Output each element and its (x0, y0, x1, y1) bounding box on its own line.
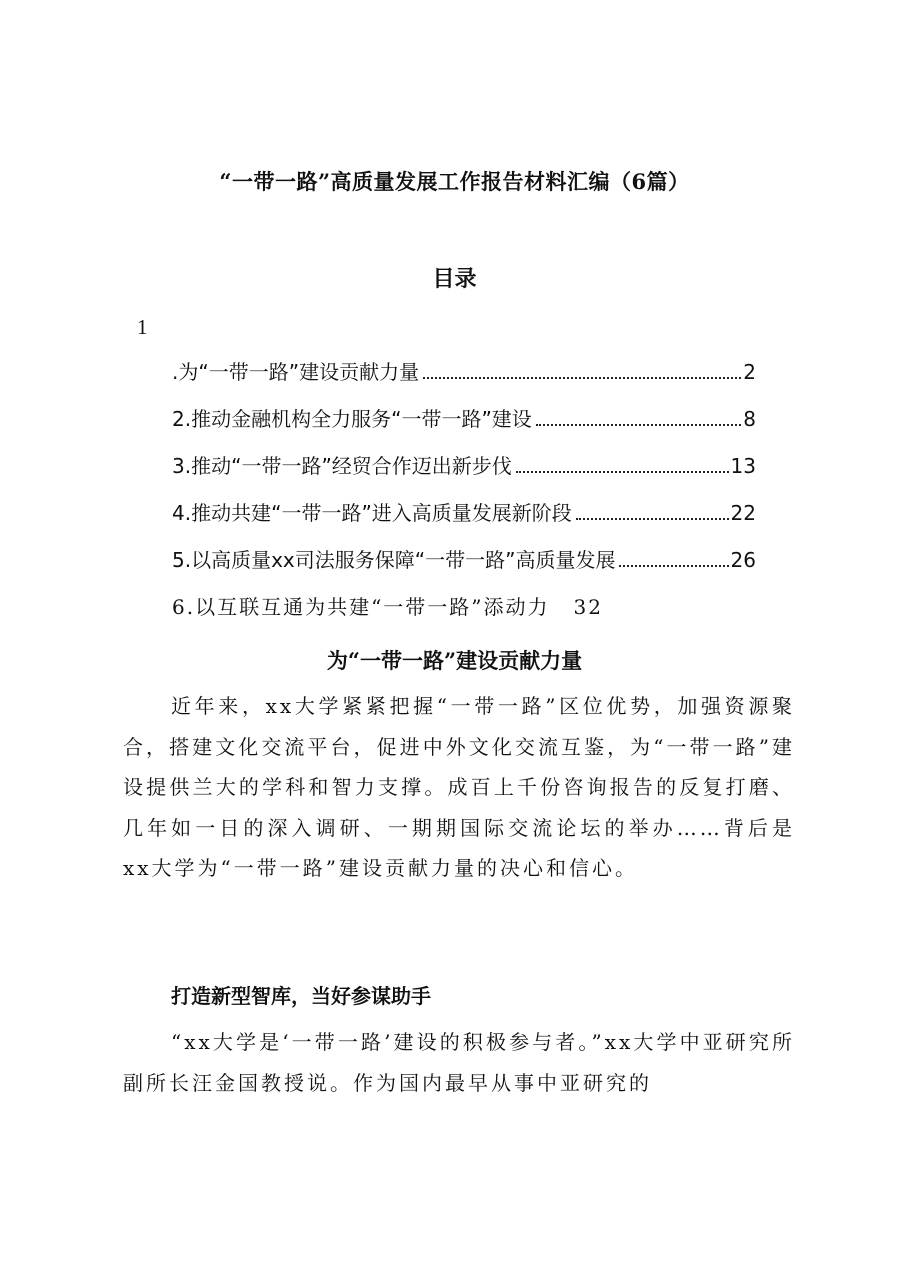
toc-leading-number: 1 (137, 315, 148, 339)
toc-entry-text: 3.推动“一带一路”经贸合作迈出新步伐 (172, 454, 512, 478)
toc-entry-text: 4.推动共建“一带一路”进入高质量发展新阶段 (172, 501, 572, 525)
paragraph: “xx大学是‘一带一路’建设的积极参与者。”xx大学中亚研究所副所长汪金国教授说。作为国内最早从事中亚研究的 (123, 1030, 795, 1095)
toc-entry-page: 32 (573, 595, 603, 619)
toc-leader-dots (516, 471, 729, 473)
toc-leader-dots (619, 565, 728, 567)
toc-heading: 目录 (432, 266, 477, 292)
toc-leader-dots (536, 424, 741, 426)
toc-leader-dots (423, 377, 741, 379)
toc-entry-1[interactable] (172, 356, 756, 403)
article-body-continued (123, 1022, 795, 1103)
toc-entry-page: 8 (743, 407, 756, 431)
toc-entry-text: 6.以互联互通为共建“一带一路”添动力 (172, 595, 550, 619)
toc-entry-page: 22 (730, 501, 756, 525)
paragraph: 近年来，xx大学紧紧把握“一带一路”区位优势，加强资源聚合，搭建文化交流平台，促进中外文化交流互鉴，为“一带一路”建设提供兰大的学科和智力支撑。成百上千份咨询报告的反复打磨、几年如一日的深入调研、一期期国际交流论坛的举办……背后是xx大学为“一带一路”建设贡献力量的决心和信心。 (123, 694, 795, 880)
toc-entry-page: 13 (730, 454, 756, 478)
toc-leader-dots (576, 518, 729, 520)
toc-entry-3[interactable] (172, 450, 756, 497)
article-title: 为“一带一路”建设贡献力量 (326, 648, 583, 673)
section-subheading: 打造新型智库，当好参谋助手 (171, 984, 431, 1008)
toc-entry-5[interactable] (172, 544, 756, 591)
toc-entry-text: .为“一带一路”建设贡献力量 (172, 360, 420, 384)
toc-entry-6[interactable] (172, 591, 756, 638)
toc-entry-4[interactable] (172, 497, 756, 544)
toc-entry-text: 5.以高质量xx司法服务保障“一带一路”高质量发展 (172, 548, 616, 572)
toc-entry-text: 2.推动金融机构全力服务“一带一路”建设 (172, 407, 532, 431)
toc-entry-2[interactable] (172, 403, 756, 450)
article-body (123, 686, 795, 889)
toc-entry-page: 2 (743, 360, 756, 384)
table-of-contents (172, 356, 756, 638)
document-title: “一带一路”高质量发展工作报告材料汇编（6篇） (219, 169, 690, 194)
toc-entry-page: 26 (730, 548, 756, 572)
